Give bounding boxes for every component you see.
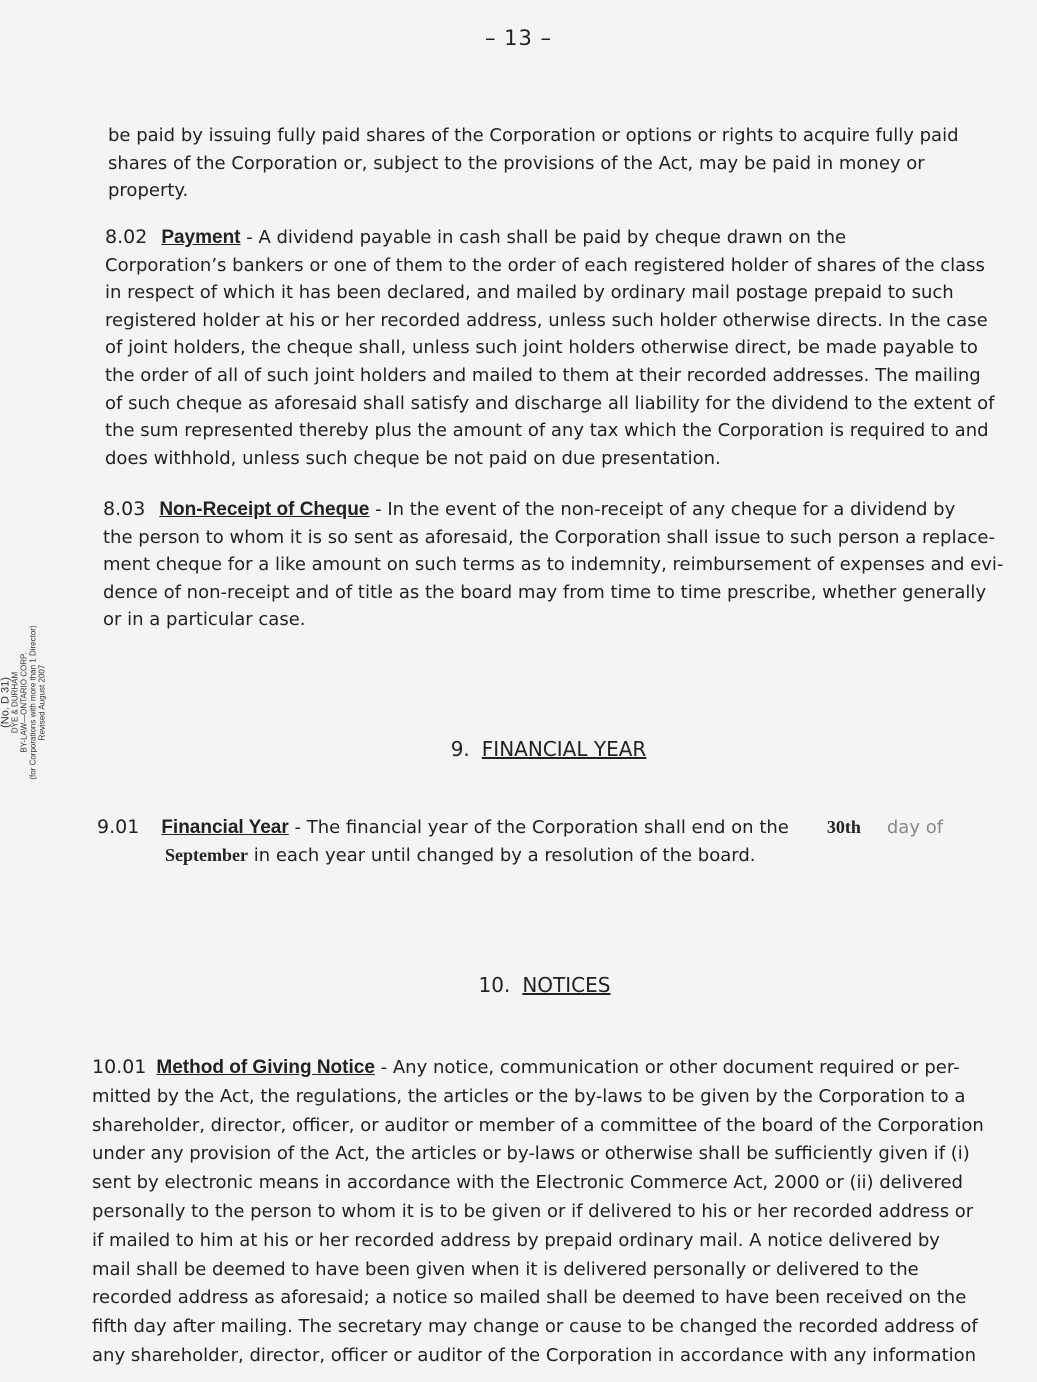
day-value: 30th — [826, 817, 861, 837]
section-8-02 — [105, 224, 995, 472]
heading-notices — [26, 973, 1037, 997]
text-line: the sum represented thereby plus the amount of any tax which the Corporation is required to and — [105, 420, 989, 442]
text-line: recorded address as aforesaid; a notice so mailed shall be deemed to have been received on the — [92, 1287, 967, 1309]
text-line: in respect of which it has been declared, and mailed by ordinary mail postage prepaid to such — [105, 282, 954, 304]
section-8-03 — [103, 496, 1004, 634]
text-line: mitted by the Act, the regulations, the articles or the by-laws to be given by the Corporation to a — [92, 1085, 966, 1107]
section-number: 8.02 — [105, 226, 148, 248]
form-title: BY-LAW—ONTARIO CORP. — [19, 652, 29, 753]
heading-text: FINANCIAL YEAR — [481, 737, 647, 761]
text-line: does withhold, unless such cheque be not paid on due presentation. — [105, 447, 721, 469]
text-line: sent by electronic means in accordance with the Electronic Commerce Act, 2000 or (ii) delivered — [92, 1172, 963, 1194]
section-title: Non-Receipt of Cheque — [159, 499, 370, 520]
text-line: be paid by issuing fully paid shares of the Corporation or options or rights to acquire fully paid — [108, 125, 959, 146]
section-title: Method of Giving Notice — [156, 1057, 375, 1078]
heading-number: 9. — [450, 737, 470, 761]
section-number: 8.03 — [103, 498, 146, 520]
text-line: - Any notice, communication or other document required or per- — [374, 1057, 960, 1078]
heading-text: NOTICES — [522, 973, 611, 997]
text-line: or in a particular case. — [103, 609, 306, 631]
text-line: of such cheque as aforesaid shall satisfy and discharge all liability for the dividend to the extent of — [105, 392, 995, 414]
section-9-01 — [97, 814, 987, 869]
heading-number: 10. — [478, 973, 511, 997]
text-line: under any provision of the Act, the articles or by-laws or otherwise shall be sufficiently given if (i) — [92, 1143, 970, 1165]
form-publisher: DYE & DURHAM — [10, 671, 20, 734]
text-line: if mailed to him at his or her recorded address by prepaid ordinary mail. A notice delivered by — [92, 1229, 940, 1251]
text-line: mail shall be deemed to have been given when it is delivered personally or delivered to the — [92, 1258, 919, 1280]
form-revised: Revised August 2007 — [37, 664, 47, 741]
section-number: 10.01 — [92, 1056, 147, 1078]
text-line: fifth day after mailing. The secretary may change or cause to be changed the recorded address of — [92, 1316, 978, 1338]
text-line: personally to the person to whom it is to be given or if delivered to his or her recorded address or — [92, 1200, 974, 1222]
page-number: – 13 – — [484, 26, 553, 50]
section-title: Financial Year — [161, 817, 289, 838]
text-line: registered holder at his or her recorded address, unless such holder otherwise directs. In the case — [105, 309, 988, 331]
text-line: in each year until changed by a resolution of the board. — [247, 844, 756, 866]
text-line: shareholder, director, officer, or auditor or member of a committee of the board of the Corporation — [92, 1114, 984, 1136]
text-line: dence of non-receipt and of title as the board may from time to time prescribe, whether generally — [103, 581, 987, 603]
text-line: - A dividend payable in cash shall be paid by cheque drawn on the — [240, 227, 847, 248]
text-line: - The financial year of the Corporation shall end on the — [288, 817, 789, 838]
text-line: - In the event of the non-receipt of any cheque for a dividend by — [369, 499, 956, 520]
section-10-01 — [92, 1053, 982, 1371]
text-line: any shareholder, director, officer or auditor of the Corporation in accordance with any information — [92, 1344, 977, 1366]
text-line: property. — [108, 180, 189, 202]
section-number: 9.01 — [97, 816, 140, 838]
text-line: ment cheque for a like amount on such terms as to indemnity, reimbursement of expenses and evi- — [103, 554, 1004, 576]
text-line: the person to whom it is so sent as aforesaid, the Corporation shall issue to such person a replace- — [103, 526, 995, 548]
text-line: shares of the Corporation or, subject to the provisions of the Act, may be paid in money or — [108, 152, 925, 174]
text-line: Corporation’s bankers or one of them to the order of each registered holder of shares of the class — [105, 254, 985, 276]
month-value: September — [165, 844, 248, 865]
form-stamp — [2, 593, 47, 813]
section-title: Payment — [161, 227, 241, 248]
text-line: of joint holders, the cheque shall, unless such joint holders otherwise direct, be made payable to — [105, 337, 978, 359]
form-code: (No. D 31) — [0, 677, 12, 728]
text-line: day of — [886, 817, 944, 838]
heading-financial-year — [30, 737, 1037, 761]
intro-paragraph — [108, 122, 998, 205]
text-line: the order of all of such joint holders and mailed to them at their recorded addresses. The mailing — [105, 364, 981, 386]
form-scope: (for Corporations with more than 1 Director) — [28, 625, 38, 780]
